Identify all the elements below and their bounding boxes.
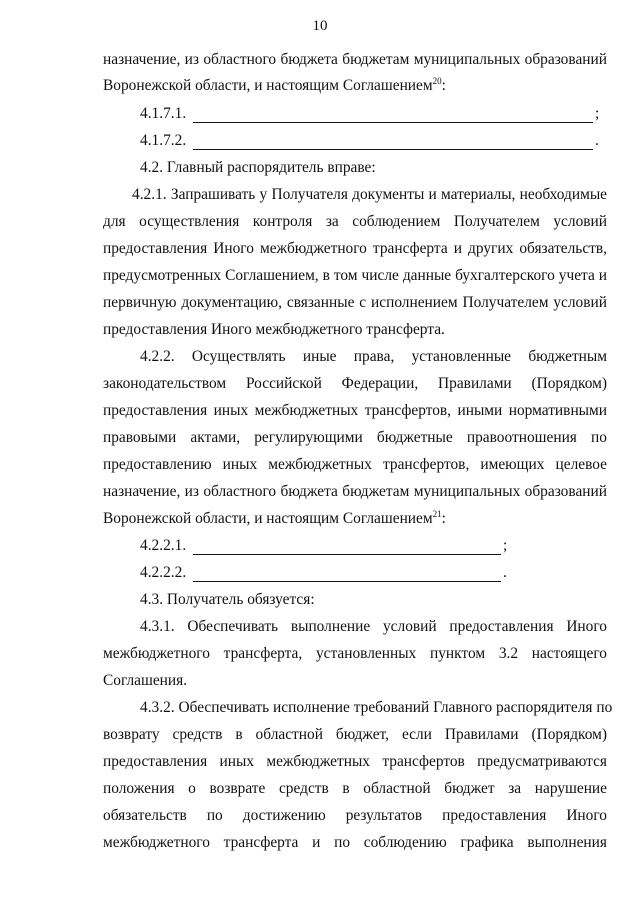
text-line: предоставления иных межбюджетных трансфертов предусматриваются: [103, 753, 607, 770]
blank-fill-line: [193, 135, 593, 150]
fill-line-end: ;: [595, 105, 600, 122]
text-line: 4.2.2. Осуществлять иные права, установленные бюджетным: [140, 348, 607, 365]
footnote-ref: 21: [432, 509, 442, 519]
text-line: обязательств по достижению результатов предоставления Иного: [103, 807, 607, 824]
text-line: 4.3.1. Обеспечивать выполнение условий предоставления Иного: [140, 618, 607, 635]
section-heading: 4.2. Главный распорядитель вправе:: [140, 159, 376, 176]
text-line: законодательством Российской Федерации, Правилами (Порядком): [103, 375, 607, 392]
blank-fill-line: [193, 567, 501, 582]
page-number: 10: [312, 18, 328, 34]
text-line: межбюджетного трансферта и по соблюдению графика выполнения: [103, 834, 607, 851]
text-line: предусмотренных Соглашением, в том числе данные бухгалтерского учета и: [103, 267, 607, 284]
text-line: положения о возврате средств в областной бюджет за нарушение: [103, 780, 607, 797]
text-line: предоставлению иных межбюджетных трансфертов, имеющих целевое: [103, 456, 607, 473]
fill-line-end: ;: [503, 537, 508, 554]
text-line: Воронежской области, и настоящим Соглашением$^{21}$:: [103, 509, 446, 527]
section-heading: 4.3. Получатель обязуется:: [140, 591, 315, 608]
text-line: 4.3.2. Обеспечивать исполнение требований Главного распорядителя по: [140, 699, 613, 716]
text-line: назначение, из областного бюджета бюджетам муниципальных образований: [103, 483, 607, 500]
text-line: возврату средств в областной бюджет, если Правилами (Порядком): [103, 726, 607, 743]
fill-line-end: .: [503, 564, 507, 581]
text-line: предоставления Иного межбюджетного трансферта.: [103, 321, 445, 338]
fill-line-label: 4.1.7.2.: [140, 132, 187, 149]
text-line: для осуществления контроля за соблюдением Получателем условий: [103, 213, 607, 230]
fill-line-label: 4.2.2.2.: [140, 564, 187, 581]
fill-line-label: 4.2.2.1.: [140, 537, 187, 554]
text-line: Соглашения.: [103, 672, 188, 689]
text-line: первичную документацию, связанные с исполнением Получателем условий: [103, 294, 607, 311]
fill-line-end: .: [595, 132, 599, 149]
text-line: межбюджетного трансферта, установленных пунктом 3.2 настоящего: [103, 645, 607, 662]
text-line: правовыми актами, регулирующими бюджетные правоотношения по: [103, 429, 607, 446]
fill-line-label: 4.1.7.1.: [140, 105, 187, 122]
blank-fill-line: [193, 108, 593, 123]
text-line: предоставления иных межбюджетных трансфертов, иными нормативными: [103, 402, 607, 419]
text-line: 4.2.1. Запрашивать у Получателя документы и материалы, необходимые: [132, 186, 607, 203]
text-line: предоставления Иного межбюджетного трансферта и других обязательств,: [103, 240, 607, 257]
text-line: Воронежской области, и настоящим Соглашением$^{20}$:: [103, 76, 446, 94]
text-line: назначение, из областного бюджета бюджетам муниципальных образований: [103, 51, 607, 68]
footnote-ref: 20: [432, 76, 442, 86]
blank-fill-line: [193, 540, 501, 555]
